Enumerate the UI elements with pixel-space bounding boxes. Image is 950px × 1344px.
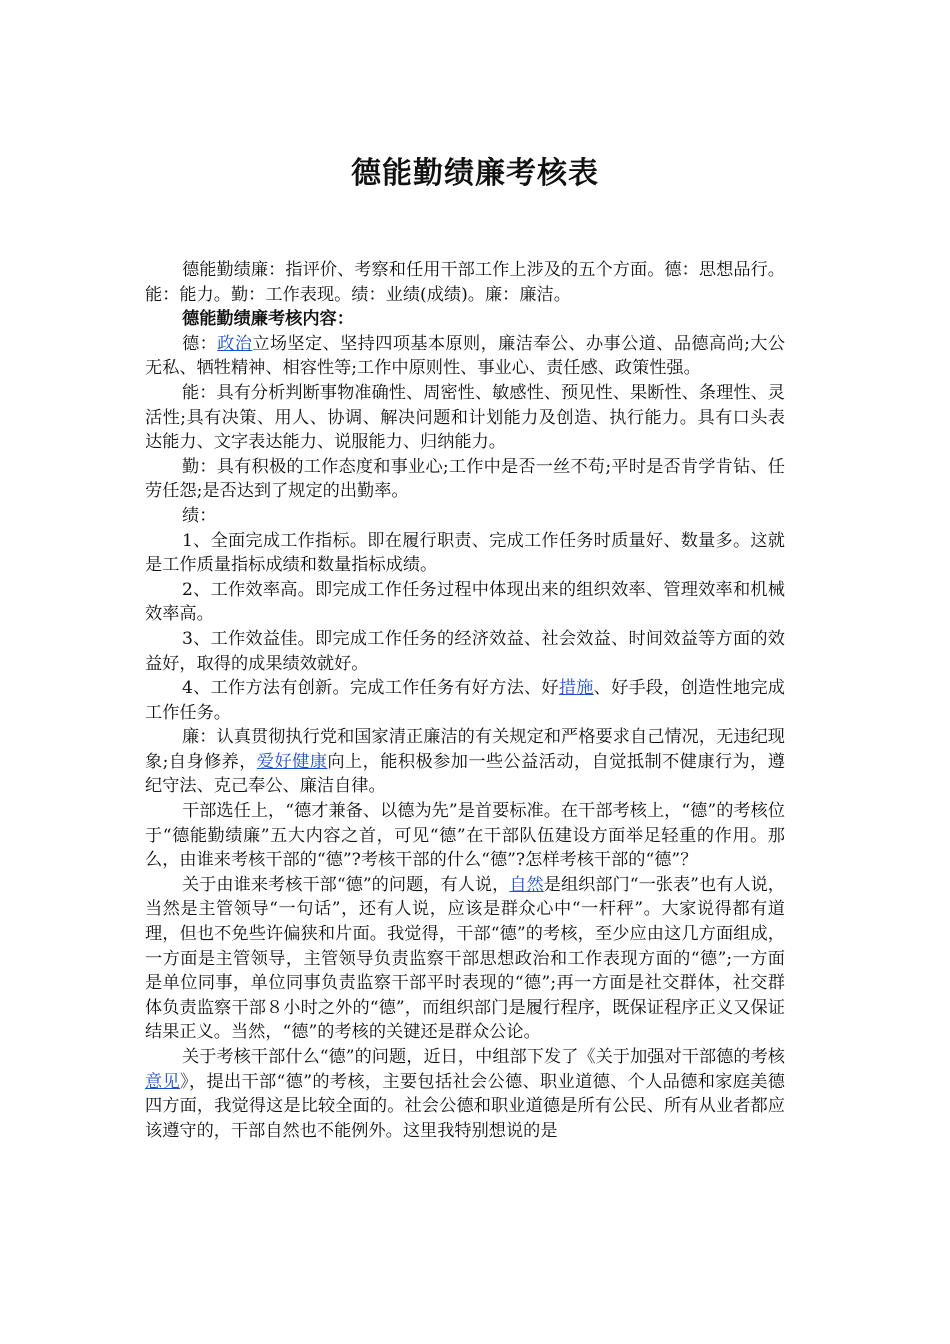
paragraph-qin: 勤：具有积极的工作态度和事业心;工作中是否一丝不苟;平时是否肯学肯钻、任劳任怨;是否达到了规定的出勤率。 <box>145 456 785 502</box>
text-segment: 关于考核干部什么“德”的问题，近日，中组部下发了《关于加强对干部德的考核 <box>182 1047 785 1067</box>
list-item-4 <box>145 676 785 725</box>
text-segment: 关于由谁来考核干部“德”的问题，有人说， <box>182 874 510 895</box>
paragraph-ji: 绩： <box>182 505 217 526</box>
text-segment: 立场坚定、坚持四项基本原则，廉洁奉公、办事公道、品德高尚;大公无私、牺牲精神、相容性等;工作中原则性、事业心、责任感、政策性强。 <box>145 333 785 379</box>
text-segment: 是组织部门“一张表”也有人说，当然是主管领导“一句话”，还有人说，应该是群众心中“一杆秤”。大家说得都有道理，但也不免些许偏狭和片面。我觉得，干部“德”的考核，至少应由这几方面组成，一方面是主管领导，主管领导负责监察干部思想政治和工作表现方面的“德”;一方面是单位同事，单位同事负责监察干部平时表现的“德”;再一方面是社交群体，社交群体负责监察干部８小时之外的“德”，而组织部门是履行程序，既保证程序正义又保证结果正义。当然，“德”的考核的关键还是群众公论。 <box>145 874 785 1043</box>
text-segment: 》，提出干部“德”的考核，主要包括社会公德、职业道德、个人品德和家庭美德四方面，我觉得这是比较全面的。社会公德和职业道德是所有公民、所有从业者都应该遵守的，干部自然也不能例外。这里我特别想说的是 <box>145 1071 785 1141</box>
paragraph-who-evaluates <box>145 873 785 1045</box>
paragraph-what-evaluates <box>145 1045 785 1143</box>
link-measures[interactable]: 措施 <box>558 678 594 699</box>
paragraph-de <box>145 332 785 381</box>
paragraph-neng: 能：具有分析判断事物准确性、周密性、敏感性、预见性、果断性、条理性、灵活性;具有决策、用人、协调、解决问题和计划能力及创造、执行能力。具有口头表达能力、文字表达能力、说服能力、归纳能力。 <box>145 382 785 453</box>
text-segment: 德： <box>182 333 218 354</box>
link-opinion[interactable]: 意见 <box>145 1071 181 1092</box>
link-hobbies-health[interactable]: 爱好健康 <box>256 751 328 772</box>
text-segment: 向上，能积极参加一些公益活动，自觉抵制不健康行为，遵纪守法、克己奉公、廉洁自律。 <box>145 751 785 797</box>
document-title: 德能勤绩廉考核表 <box>351 156 599 191</box>
paragraph-selection: 干部选任上，“德才兼备、以德为先”是首要标准。在干部考核上，“德”的考核位于“德能勤绩廉”五大内容之首，可见“德”在干部队伍建设方面举足轻重的作用。那么，由谁来考核干部的“德”?考核干部的什么“德”?怎样考核干部的“德”？ <box>145 801 785 871</box>
text-segment: 4、工作方法有创新。完成工作任务有好方法、好 <box>182 678 559 699</box>
list-item-3: 3、工作效益佳。即完成工作任务的经济效益、社会效益、时间效益等方面的效益好，取得的成果绩效就好。 <box>145 628 785 674</box>
list-item-2: 2、工作效率高。即完成工作任务过程中体现出来的组织效率、管理效率和机械效率高。 <box>145 579 785 625</box>
document-body <box>145 258 785 1143</box>
paragraph-lian <box>145 725 785 799</box>
list-item-1: 1、全面完成工作指标。即在履行职责、完成工作任务时质量好、数量多。这就是工作质量指标成绩和数量指标成绩。 <box>145 530 785 576</box>
paragraph-definition: 德能勤绩廉：指评价、考察和任用干部工作上涉及的五个方面。德：思想品行。能：能力。勤：工作表现。绩：业绩(成绩)。廉：廉洁。 <box>145 260 785 305</box>
section-heading: 德能勤绩廉考核内容： <box>182 309 354 330</box>
link-politics[interactable]: 政治 <box>217 333 253 354</box>
text-segment: 、好手段，创造性地完成工作任务。 <box>145 678 785 723</box>
link-naturally[interactable]: 自然 <box>509 874 544 895</box>
text-segment: 廉：认真贯彻执行党和国家清正廉洁的有关规定和严格要求自己情况，无违纪现象;自身修养， <box>145 727 785 772</box>
